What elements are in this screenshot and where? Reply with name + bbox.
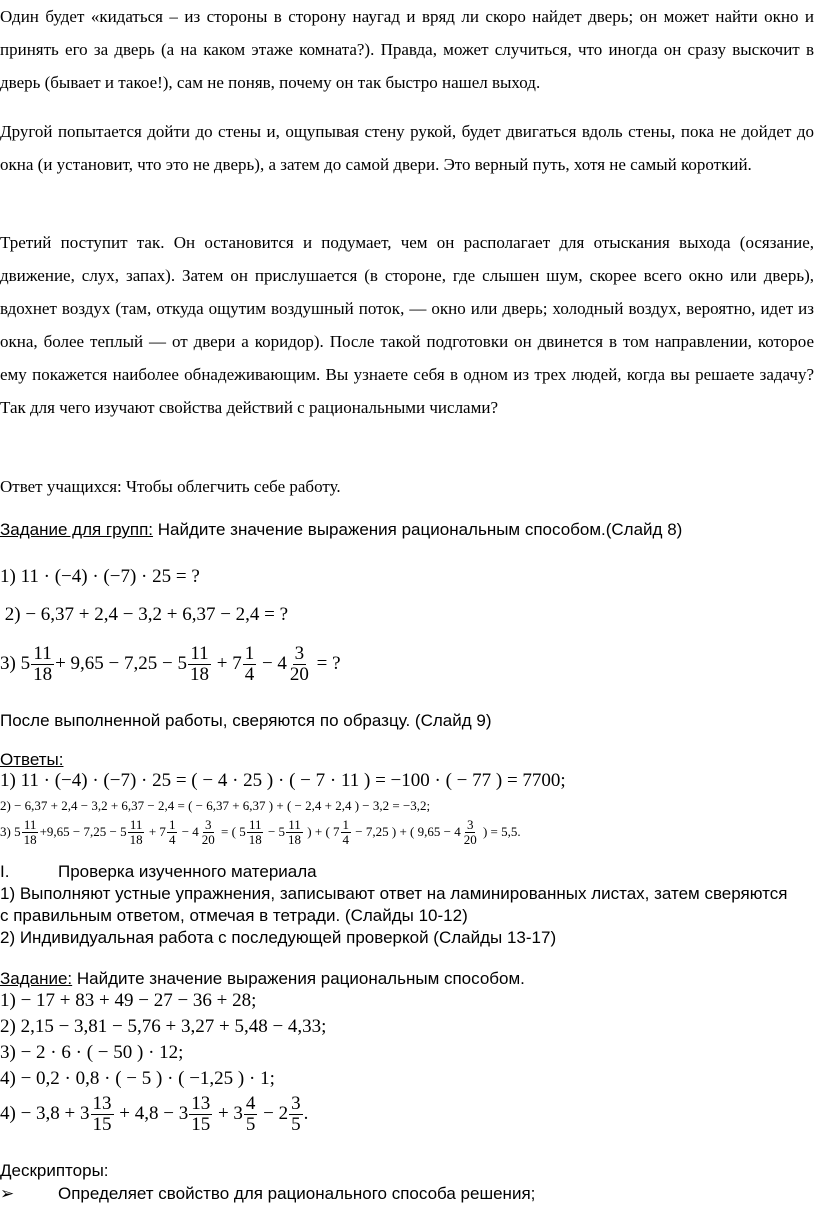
ex1-eq: = ?	[175, 566, 200, 587]
check-line-2: 2) Индивидуальная работа с последующей проверкой (Слайды 13-17)	[0, 928, 557, 947]
ex3-mid: + 9,65 − 7,25 − 5	[55, 653, 187, 675]
ex3-w1: 5	[20, 653, 31, 675]
t5-frac-2	[189, 1094, 212, 1135]
ex3-frac-3	[243, 644, 257, 685]
t5-num: 4)	[0, 1103, 16, 1125]
t5-d4: 5	[291, 1113, 301, 1135]
ans3-frac-7	[341, 818, 352, 846]
ex3-d1: 18	[33, 663, 53, 685]
ans3-frac-1	[22, 818, 39, 846]
ex1-a: 11	[20, 566, 39, 587]
t5-n2: 13	[191, 1093, 211, 1114]
t5-frac-3	[244, 1094, 258, 1135]
paragraph-1: Один будет «кидаться – из стороны в сторону наугад и вряд ли скоро найдет дверь; он может найти окно и принять его за дверь (а на каком этаже комната?). Правда, может случиться, что иногда он сразу выскочит в дверь (бывает и такое!), сам не поняв, почему он так быстро нашел выход.	[0, 7, 814, 92]
ans3-d1: 18	[23, 831, 37, 847]
paragraph-4: Ответ учащихся: Чтобы облегчить себе работу.	[0, 477, 341, 496]
t5-n4: 3	[291, 1093, 301, 1114]
ans3-n7: 1	[342, 817, 350, 832]
t5-n1: 13	[92, 1093, 112, 1114]
ex3-n2: 11	[190, 643, 209, 664]
ans3-frac-2	[128, 818, 145, 846]
ex3-n3: 1	[244, 643, 255, 664]
answer-3	[0, 818, 521, 846]
ex3-d4: 20	[289, 663, 309, 685]
t5-frac-1	[91, 1094, 114, 1135]
ex3-n1: 11	[33, 643, 52, 664]
ans3-n4: 3	[205, 817, 212, 832]
check-heading	[0, 862, 317, 882]
ans3-n6: 11	[288, 817, 301, 832]
ex3-frac-4	[288, 644, 311, 685]
answer-2: 2) − 6,37 + 2,4 − 3,2 + 6,37 − 2,4 = ( − 6,37 + 6,37 ) + ( − 2,4 + 2,4 ) − 3,2 = −3,2;	[0, 798, 431, 813]
task-groups-label: Задание для групп:	[0, 520, 154, 539]
descriptor-item	[0, 1184, 535, 1204]
task-item-2: 2) 2,15 − 3,81 − 5,76 + 3,27 + 5,48 − 4,33;	[0, 1016, 327, 1037]
ans3-d8: 20	[463, 831, 477, 847]
ans3-n5: 11	[248, 817, 262, 832]
ex3-num: 3)	[0, 653, 16, 675]
ans3-d5: 18	[248, 831, 262, 847]
arrow-bullet-icon: ➢	[0, 1184, 15, 1203]
ex3-frac-1	[31, 644, 54, 685]
ans3-t6: ) + ( 7	[307, 824, 340, 840]
ans3-frac-5	[247, 818, 264, 846]
ex3-frac-2	[188, 644, 211, 685]
ex3-d3: 4	[244, 663, 255, 685]
ans3-w1: 5	[14, 824, 21, 840]
ex1-b: (−4)	[54, 566, 88, 587]
task-2-line	[0, 969, 525, 989]
t5-d2: 15	[191, 1113, 211, 1135]
check-title: Проверка изученного материала	[58, 862, 317, 881]
check-line-1a: 1) Выполняют устные упражнения, записывают ответ на ламинированных листах, затем сверяются	[0, 884, 788, 903]
t5-c: + 3	[217, 1103, 243, 1125]
ans3-t4: = ( 5	[221, 824, 246, 840]
ans3-d7: 4	[342, 831, 350, 847]
ans3-frac-8	[462, 818, 479, 846]
ans3-t1: +9,65 − 7,25 − 5	[39, 824, 127, 840]
ans3-n8: 3	[466, 817, 474, 832]
task-groups-text: Найдите значение выражения рациональным способом.(Слайд 8)	[153, 520, 683, 539]
ex3-d2: 18	[189, 663, 209, 685]
descriptors-heading: Дескрипторы:	[0, 1161, 109, 1180]
task-item-4: 4) − 0,2 · 0,8 · ( − 5 ) · ( −1,25 ) · 1;	[0, 1068, 275, 1089]
ans3-num: 3)	[0, 824, 11, 840]
ans3-n2: 11	[129, 817, 143, 832]
t5-frac-4	[289, 1094, 303, 1135]
task-2-text: Найдите значение выражения рациональным способом.	[72, 969, 525, 988]
ex3-p7: + 7	[216, 653, 242, 675]
ex2-num: 2)	[4, 604, 21, 625]
ex1-c: (−7)	[103, 566, 137, 587]
ans3-d3: 4	[168, 831, 176, 847]
t5-end: .	[303, 1103, 309, 1125]
answer-1: 1) 11 · (−4) · (−7) · 25 = ( − 4 · 25 ) · ( − 7 · 11 ) = −100 · ( − 77 ) = 7700;	[0, 770, 566, 791]
descriptor-text: Определяет свойство для рационального способа решения;	[58, 1184, 536, 1203]
answers-label: Ответы:	[0, 750, 64, 769]
after-work-line: После выполненной работы, сверяются по образцу. (Слайд 9)	[0, 711, 492, 730]
task-item-1: 1) − 17 + 83 + 49 − 27 − 36 + 28;	[0, 990, 257, 1011]
paragraph-3: Третий поступит так. Он остановится и подумает, чем он располагает для отыскания выхода (осязание, движение, слух, запах). Затем он прислушается (в стороне, где слышен шум, скорее всего окно или дверь), вдохнет воздух (там, откуда ощутим воздушный поток, — окно или дверь; холодный воздух, вероятно, идет из окна, более теплый — от двери а коридор). После такой подготовки он двинется в том направлении, которое ему покажется наиболее обнадеживающим. Вы узнаете себя в одном из трех людей, когда вы решаете задачу? Так для чего изучают свойства действий с рациональными числами?	[0, 233, 814, 417]
t5-d1: 15	[92, 1113, 112, 1135]
ex1-num: 1)	[0, 566, 16, 587]
ans3-t3: − 4	[181, 824, 199, 840]
exercise-2	[0, 604, 288, 626]
check-num: I.	[0, 862, 10, 881]
exercise-1: 1) 11 · (−4) · (−7) · 25 = ?	[0, 566, 200, 587]
check-line-1b: с правильным ответом, отмечая в тетради. (Слайды 10-12)	[0, 906, 468, 925]
ans3-frac-3	[167, 818, 178, 846]
task-2-label: Задание:	[0, 969, 73, 988]
t5-a: − 3,8 + 3	[20, 1103, 90, 1125]
ans3-n3: 1	[168, 817, 176, 832]
t5-e: − 2	[263, 1103, 289, 1125]
exercise-3	[0, 644, 341, 685]
ans3-frac-6	[286, 818, 303, 846]
ex3-end: = ?	[316, 653, 341, 675]
t5-d3: 5	[245, 1113, 256, 1135]
task-groups-line	[0, 520, 682, 540]
t5-n3: 4	[245, 1093, 256, 1114]
ex3-n4: 3	[294, 643, 305, 664]
ans3-n1: 11	[23, 817, 37, 832]
task-item-5	[0, 1094, 308, 1135]
ans3-t2: + 7	[148, 824, 166, 840]
ans3-d6: 18	[288, 831, 302, 847]
ans3-frac-4	[200, 818, 217, 846]
ex3-m4: − 4	[261, 653, 287, 675]
ans3-t7: − 7,25 ) + ( 9,65 − 4	[355, 824, 461, 840]
ans3-t8: ) = 5,5.	[482, 824, 521, 840]
ans3-d2: 18	[129, 831, 143, 847]
ex1-d: 25	[152, 566, 172, 587]
paragraph-2: Другой попытается дойти до стены и, ощупывая стену рукой, будет двигаться вдоль стены, пока не дойдет до окна (и установит, что это не дверь), а затем до самой двери. Это верный путь, хотя не самый короткий.	[0, 122, 814, 174]
task-item-3: 3) − 2 · 6 · ( − 50 ) · 12;	[0, 1042, 184, 1063]
ans3-d4: 20	[201, 831, 215, 847]
ex2-expr: − 6,37 + 2,4 − 3,2 + 6,37 − 2,4 = ?	[25, 604, 289, 625]
ans3-t5: − 5	[267, 824, 286, 840]
t5-b: + 4,8 − 3	[119, 1103, 189, 1125]
